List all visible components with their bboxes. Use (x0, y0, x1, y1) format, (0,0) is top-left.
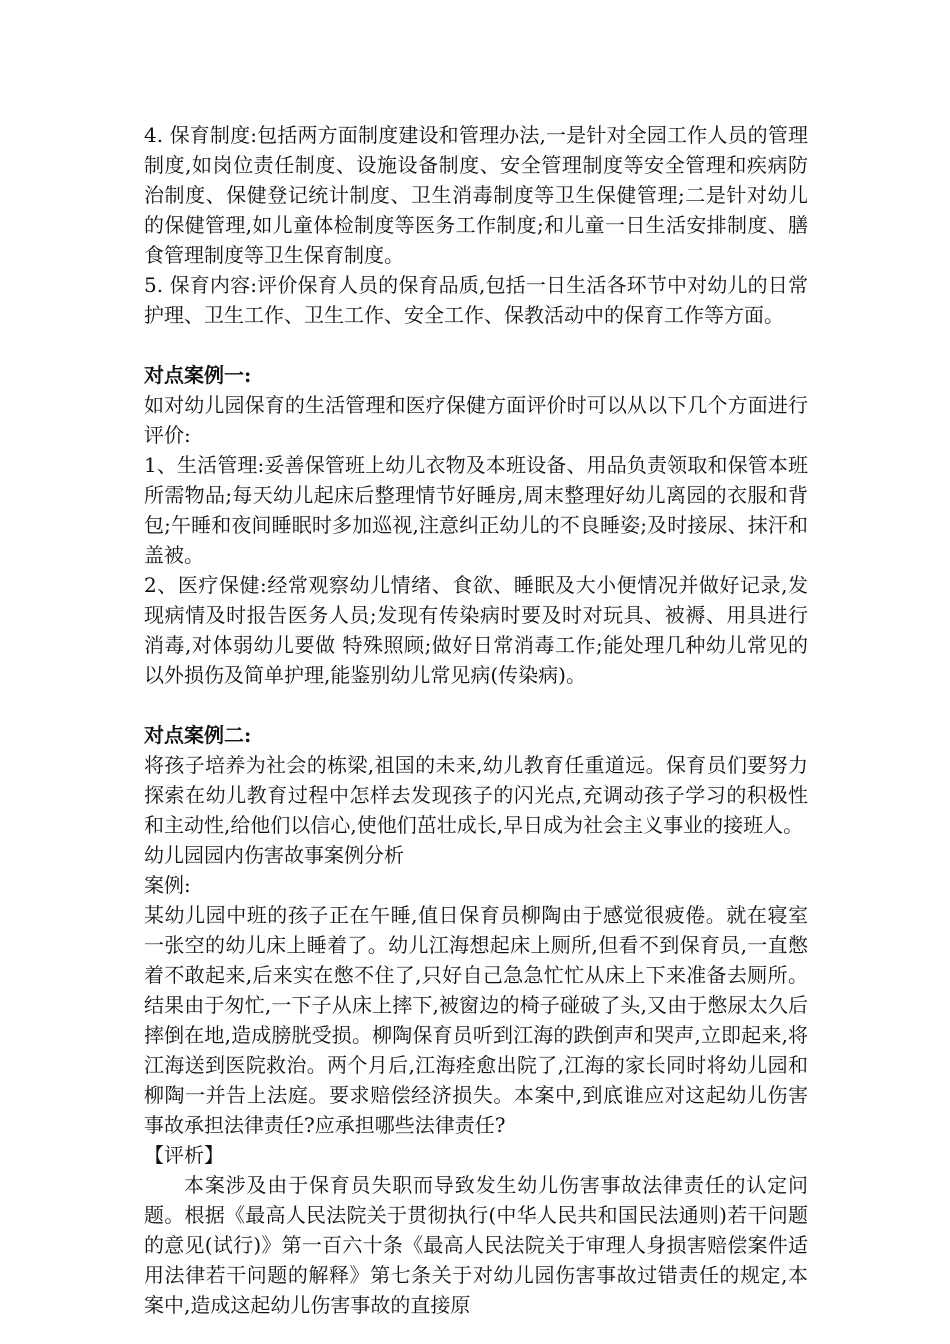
case-1-heading: 对点案例一: (144, 363, 252, 387)
item-5-paragraph: 5. 保育内容:评价保育人员的保育品质,包括一日生活各环节中对幼儿的日常护理、卫生工作、卫生工作、安全工作、保教活动中的保育工作等方面。 (144, 273, 808, 327)
case-analysis-title: 幼儿园园内伤害故事案例分析 (144, 843, 404, 867)
item-4-paragraph: 4. 保育制度:包括两方面制度建设和管理办法,一是针对全园工作人员的管理制度,如岗位责任制度、设施设备制度、安全管理制度等安全管理和疾病防治制度、保健登记统计制度、卫生消毒制度等卫生保健管理;二是针对幼儿的保健管理,如儿童体检制度等医务工作制度;和儿童一日生活安排制度、膳食管理制度等卫生保育制度。 (144, 123, 808, 267)
spacer (144, 330, 808, 360)
analysis-label: 【评析】 (144, 1143, 224, 1167)
document-page (144, 120, 808, 1320)
case-2-heading: 对点案例二: (144, 723, 252, 747)
case-narrative: 某幼儿园中班的孩子正在午睡,值日保育员柳陶由于感觉很疲倦。就在寝室一张空的幼儿床上睡着了。幼儿江海想起床上厕所,但看不到保育员,一直憋着不敢起来,后来实在憋不住了,只好自己急急忙忙从床上下来准备去厕所。结果由于匆忙,一下子从床上摔下,被窗边的椅子碰破了头,又由于憋尿太久后摔倒在地,造成膀胱受损。柳陶保育员听到江海的跌倒声和哭声,立即起来,将江海送到医院救治。两个月后,江海痊愈出院了,江海的家长同时将幼儿园和柳陶一并告上法庭。要求赔偿经济损失。本案中,到底谁应对这起幼儿伤害事故承担法律责任?应承担哪些法律责任? (144, 903, 808, 1137)
case-1-point-life-management: 1、生活管理:妥善保管班上幼儿衣物及本班设备、用品负责领取和保管本班所需物品;每天幼儿起床后整理情节好睡房,周末整理好幼儿离园的衣服和背包;午睡和夜间睡眠时多加巡视,注意纠正幼儿的不良睡姿;及时接尿、抹汗和盖被。 (144, 453, 808, 567)
analysis-paragraph: 本案涉及由于保育员失职而导致发生幼儿伤害事故法律责任的认定问题。根据《最高人民法院关于贯彻执行(中华人民共和国民法通则)若干问题的意见(试行)》第一百六十条《最高人民法院关于审理人身损害赔偿案件适用法律若干问题的解释》第七条关于对幼儿园伤害事故过错责任的规定,本案中,造成这起幼儿伤害事故的直接原 (144, 1173, 808, 1317)
case-label: 案例: (144, 873, 191, 897)
case-1-intro: 如对幼儿园保育的生活管理和医疗保健方面评价时可以从以下几个方面进行评价: (144, 393, 808, 447)
case-2-intro: 将孩子培养为社会的栋梁,祖国的未来,幼儿教育任重道远。保育员们要努力探索在幼儿教育过程中怎样去发现孩子的闪光点,充调动孩子学习的积极性和主动性,给他们以信心,使他们茁壮成长,早日成为社会主义事业的接班人。 (144, 753, 808, 837)
spacer (144, 690, 808, 720)
case-1-point-medical-care: 2、医疗保健:经常观察幼儿情绪、食欲、睡眠及大小便情况并做好记录,发现病情及时报告医务人员;发现有传染病时要及时对玩具、被褥、用具进行消毒,对体弱幼儿要做 特殊照顾;做好日常消毒工作;能处理几种幼儿常见的以外损伤及简单护理,能鉴别幼儿常见病(传染病)。 (144, 573, 808, 687)
